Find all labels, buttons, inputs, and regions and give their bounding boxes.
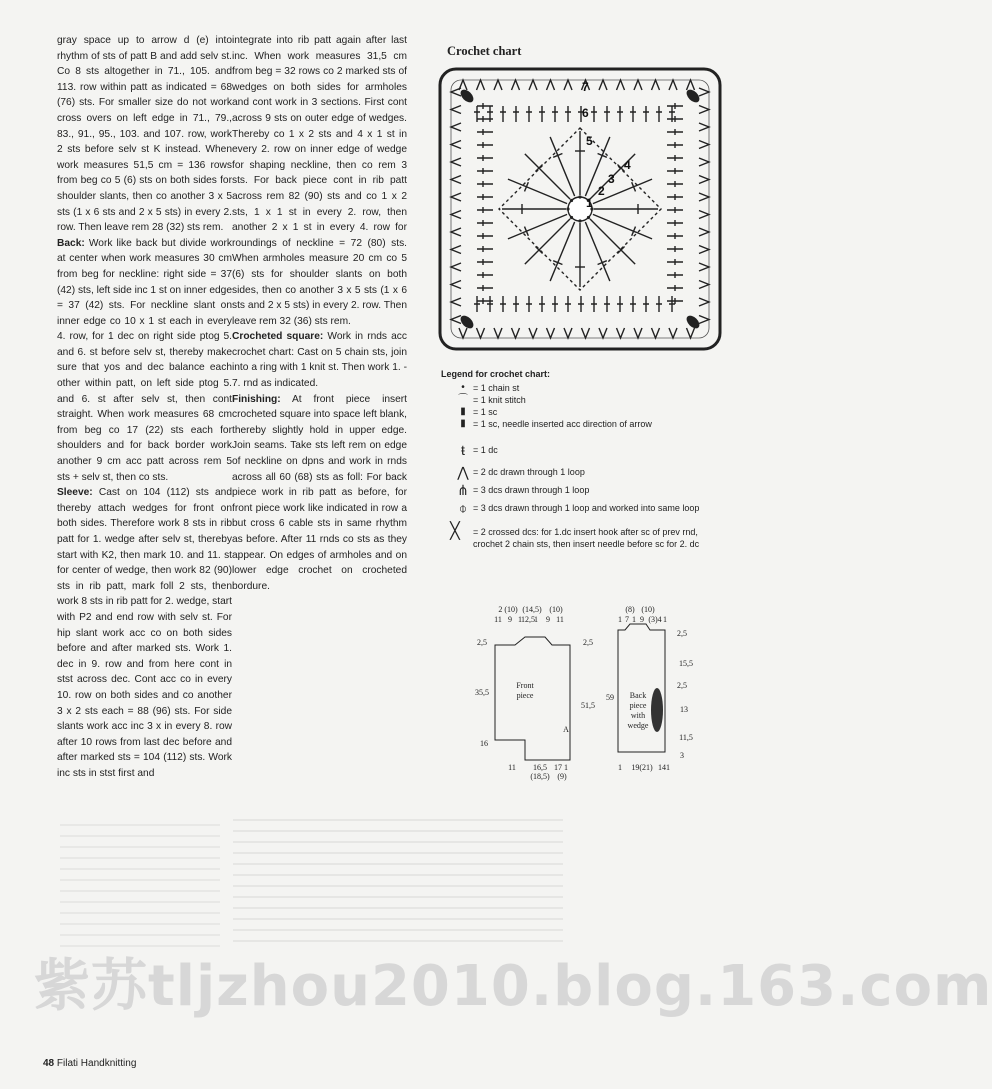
piece-label: wedge — [627, 721, 649, 730]
dc-symbol — [591, 296, 597, 312]
dc-symbol — [643, 296, 649, 312]
piece-label: Front — [516, 681, 534, 690]
dc-together-symbol — [699, 281, 709, 289]
three-dc-same-loop-icon: ⌽ — [458, 500, 468, 516]
legend-text: = 2 crossed dcs: for 1.dc insert hook after sc of prev rnd, crochet 2 chain sts, then insert needle before sc for 2. dc — [473, 527, 700, 549]
paragraph-text: gray space up to arrow d (e) into rhythm of sts of patt B and add selv st. Co 8 sts altogether in 71., 105. and 113. row within patt as indicated = 68 (76) sts. For smaller size do not work cross overs on left edge in 71., 79., 83., 91., 95., 103. and 107. row, work 2 sts before selv st K instead. When work measures 51,5 cm = 136 rows from beg co 5 (6) sts on both sides for shoulder slants, then co another 3 x 5 sts (1 x 6 sts and 2 x 5 sts) in every 2. row. Then leave rem 28 (32) sts rem. — [57, 35, 232, 234]
chain-stitch-icon: • — [461, 382, 465, 393]
measurement: 1 — [564, 763, 568, 772]
dc-together-symbol — [477, 80, 485, 90]
measurement: 14 — [658, 763, 666, 772]
cluster-symbol — [685, 314, 701, 330]
dc-together-symbol — [529, 80, 537, 90]
dc-together-symbol — [451, 123, 461, 131]
dc-symbol — [667, 194, 683, 200]
dc-symbol — [539, 106, 545, 122]
dc-together-symbol — [669, 328, 677, 338]
dc-together-symbol — [652, 80, 660, 90]
dc-together-symbol — [582, 328, 590, 338]
measurement: 1 — [518, 615, 522, 624]
spoke-line — [525, 154, 570, 199]
paragraph — [57, 236, 232, 486]
paragraph-text: Work like back but divide work at center when work measures 30 cm from beg for neckline: right side = 37 (42) sts, left side inc 1 st on inner edge = 37 (42) sts. For neckline slant on inner edge co 10 x 1 st each in every 4. row, for 1 dec on right side ptog 5. and 6. st before selv st, thereby make sure that yos and dec balance each other within patt, on left side ptog 5. and 6. st after selv st, then cont straight. When work measures 68 cm from beg co 17 (22) sts each for shoulders and for back border work another 9 cm acc patt across rem 5 sts + selv st, then co sts. — [57, 237, 232, 483]
dc-together-symbol — [699, 141, 709, 149]
dc-symbol — [669, 296, 675, 312]
measurement: (3)4 — [648, 615, 662, 624]
page-footer — [43, 1058, 136, 1069]
dc-symbol — [477, 168, 493, 174]
measurement: 9 — [546, 615, 550, 624]
dc-symbol — [656, 106, 662, 122]
dc-symbol — [565, 106, 571, 122]
chain-dot — [578, 219, 581, 222]
dc-together-symbol — [687, 328, 695, 338]
dc-together-symbol — [699, 88, 709, 96]
bleed-through-texture — [233, 810, 563, 950]
measurement: (14,5) — [522, 605, 542, 614]
dc-together-symbol — [451, 176, 461, 184]
paragraph-heading: Sleeve: — [57, 487, 93, 499]
paragraph — [232, 392, 407, 595]
dc-symbol — [477, 246, 493, 252]
round-number: 7 — [582, 80, 589, 94]
measurement: (10) — [641, 605, 655, 614]
piece-label: Back — [629, 691, 647, 700]
dc-together-symbol — [699, 123, 709, 131]
measurement: 1 — [534, 615, 538, 624]
measurement: 11 — [508, 763, 516, 772]
measurement: 15,5 — [679, 659, 693, 668]
round-number: 5 — [586, 134, 593, 148]
measurement: 9 — [640, 615, 644, 624]
dc-together-symbol — [564, 328, 572, 338]
measurement: 12,5 — [521, 615, 535, 624]
spoke-line — [590, 219, 635, 264]
back-piece-outline — [618, 624, 665, 752]
dc-symbol — [552, 106, 558, 122]
cluster-symbol — [459, 88, 475, 104]
dc-symbol — [667, 129, 683, 135]
dc-symbol — [604, 296, 610, 312]
round-number: 3 — [608, 172, 615, 186]
measurement: (18,5) — [530, 772, 550, 781]
dc-symbol — [477, 129, 493, 135]
bleed-through-texture — [60, 815, 220, 955]
cluster-symbol — [459, 314, 475, 330]
measurement: 1 — [663, 615, 667, 624]
dc-together-symbol — [451, 158, 461, 166]
dc-together-symbol — [512, 80, 520, 90]
dc-together-symbol — [634, 328, 642, 338]
dc-symbol — [667, 246, 683, 252]
measurement: 2,5 — [583, 638, 593, 647]
dc-together-symbol — [699, 211, 709, 219]
paragraph — [57, 33, 232, 236]
dc-symbol — [477, 155, 493, 161]
dc-together-symbol — [599, 80, 607, 90]
dc-symbol — [617, 296, 623, 312]
dc-together-symbol — [451, 316, 461, 324]
dc-symbol — [667, 181, 683, 187]
dc-symbol — [591, 106, 597, 122]
dc-together-symbol — [699, 193, 709, 201]
dc-together-symbol — [687, 80, 695, 90]
chart-stitches — [451, 80, 709, 338]
legend-text: = 3 dcs drawn through 1 loop — [473, 485, 590, 495]
dc-symbol — [539, 296, 545, 312]
dc-symbol — [477, 220, 493, 226]
measurement: 19(21) — [631, 763, 653, 772]
measurement: (8) — [625, 605, 635, 614]
dc-together-symbol — [699, 158, 709, 166]
paragraph-heading: Crocheted square: — [232, 331, 324, 343]
text-column-left — [57, 33, 232, 782]
measurement: 2,5 — [677, 629, 687, 638]
dc-symbol — [477, 233, 493, 239]
round-number: 6 — [582, 106, 589, 120]
dc-symbol — [667, 298, 683, 304]
chain-dot — [570, 216, 573, 219]
measurement: 2 (10) — [498, 605, 518, 614]
measurement: 11 — [494, 615, 502, 624]
dc-together-symbol — [699, 298, 709, 306]
dc-symbol — [487, 296, 493, 312]
dc-together-symbol — [699, 263, 709, 271]
dc-together-symbol — [652, 328, 660, 338]
dc-symbol — [656, 296, 662, 312]
publication-name: Filati Handknitting — [56, 1058, 137, 1069]
dc-together-symbol — [459, 328, 467, 338]
dc-together-symbol — [451, 141, 461, 149]
dc-symbol — [667, 103, 683, 109]
dc-together-symbol — [512, 328, 520, 338]
measurement: (9) — [557, 772, 567, 781]
dc-symbol — [500, 106, 506, 122]
legend-text: = 1 sc, needle inserted acc direction of arrow — [473, 419, 652, 429]
chart-title: Crochet chart — [447, 44, 522, 58]
measurement: 1 — [618, 763, 622, 772]
legend-text: = 1 knit stitch — [473, 395, 526, 405]
dc-together-symbol — [494, 80, 502, 90]
dc-symbol — [667, 116, 683, 122]
dc-symbol — [630, 106, 636, 122]
dc-symbol — [667, 155, 683, 161]
dc-symbol — [477, 142, 493, 148]
dc-symbol — [500, 296, 506, 312]
dc-together-symbol — [451, 211, 461, 219]
chain-dot — [587, 216, 590, 219]
dc-symbol — [477, 285, 493, 291]
dc-symbol — [667, 220, 683, 226]
legend-text: = 3 dcs drawn through 1 loop and worked into same loop — [473, 503, 700, 513]
dc-symbol — [477, 194, 493, 200]
two-dc-together-icon: ⋀ — [457, 464, 469, 480]
measurement: 11,5 — [679, 733, 693, 742]
piece-label: piece — [629, 701, 647, 710]
dc-together-symbol — [451, 193, 461, 201]
dc-together-symbol — [451, 298, 461, 306]
dc-together-symbol — [699, 228, 709, 236]
dc-symbol — [578, 296, 584, 312]
dc-together-symbol — [699, 176, 709, 184]
dc-symbol — [552, 296, 558, 312]
measurement: 7 — [625, 615, 629, 624]
dc-symbol — [477, 272, 493, 278]
legend-text: = 2 dc drawn through 1 loop — [473, 467, 585, 477]
paragraph-text: Work in rnds acc crochet chart: Cast on 5 chain sts, join into a ring with 1 knit st. Then work 1. - 7. rnd as indicated. — [232, 331, 407, 390]
measurement: 9 — [508, 615, 512, 624]
paragraph-text: integrate into rib patt again after last inc. When work measures 31,5 cm from beg = 32 rows co 2 marked sts of wedges on both sides for armholes and cont work in 3 sections. First cont across 9 sts on outer edge of wedges. Thereby co 1 x 2 sts and 4 x 1 st in every 2. row on inner edge of wedge for shaping neckline, then co rem 3 sts. For back piece cont in rib patt across rem 82 (90) sts and co 1 x 2 sts, 1 x 1 st in every 2. row, then another 2 x 1 st in every 4. row for roundings of neckline = 72 (80) sts. When armholes measure 20 cm co 5 (6) sts for shoulder slants on both sides, then co another 3 x 5 sts (1 x 6 sts and 2 x 5 sts) in every 2. row. Then leave rem 32 (36) sts rem. — [232, 35, 407, 327]
dc-together-symbol — [494, 328, 502, 338]
measurement: 2,5 — [477, 638, 487, 647]
measurement: 13 — [680, 705, 688, 714]
dc-together-symbol — [599, 328, 607, 338]
wedge-marker — [651, 688, 663, 732]
dc-symbol — [667, 142, 683, 148]
cluster-symbol — [685, 88, 701, 104]
dc-together-symbol — [669, 80, 677, 90]
dc-together-symbol — [617, 80, 625, 90]
dc-together-symbol — [477, 328, 485, 338]
watermark: 紫苏tljzhou2010.blog.163.com — [34, 954, 992, 1019]
garment-schematic — [470, 600, 710, 790]
chain-dot — [566, 207, 569, 210]
paragraph-heading: Back: — [57, 237, 85, 249]
sc-direction-icon: ▮ — [460, 418, 466, 429]
dc-together-symbol — [699, 246, 709, 254]
dc-symbol — [477, 207, 493, 213]
measurement: 1 — [666, 763, 670, 772]
chain-dot — [570, 199, 573, 202]
single-crochet-icon: ▮ — [460, 406, 466, 417]
legend-title: Legend for crochet chart: — [441, 369, 551, 379]
paragraph — [232, 329, 407, 391]
legend-text: = 1 sc — [473, 407, 498, 417]
dc-symbol — [477, 259, 493, 265]
dc-together-symbol — [451, 88, 461, 96]
chart-legend — [441, 368, 741, 549]
measurement: 3 — [680, 751, 684, 760]
dc-together-symbol — [451, 246, 461, 254]
dc-symbol — [667, 168, 683, 174]
dc-symbol — [513, 296, 519, 312]
spoke-line — [525, 219, 570, 264]
dc-symbol — [513, 106, 519, 122]
measurement: 17 — [554, 763, 562, 772]
measurement: 51,5 — [581, 701, 595, 710]
piece-label: piece — [516, 691, 534, 700]
crochet-chart — [437, 66, 723, 352]
marker-label: A — [563, 725, 569, 734]
paragraph-heading: Finishing: — [232, 393, 281, 405]
dc-symbol — [477, 181, 493, 187]
measurement: 16,5 — [533, 763, 547, 772]
page-number: 48 — [43, 1058, 55, 1069]
measurement: 16 — [480, 739, 488, 748]
dc-together-symbol — [451, 228, 461, 236]
piece-label: with — [630, 711, 646, 720]
dc-symbol — [667, 285, 683, 291]
legend-text: = 1 chain st — [473, 383, 520, 393]
paragraph-text: At front piece insert crocheted square into space left blank, thereby slightly hold in upper edge. Join seams. Take sts left rem on edge of neckline on dpns and work in rnds across all 60 (68) sts as foll: For back piece work in rib patt as before, for front piece work like indicated in row a but cross 6 cable sts in same rhythm as before. After 11 rnds co sts as they appear. On edges of armholes and on lower edge crochet on crocheted bordure. — [232, 393, 407, 592]
dc-symbol — [604, 106, 610, 122]
dc-together-symbol — [451, 263, 461, 271]
paragraph — [232, 33, 407, 329]
dc-together-symbol — [529, 328, 537, 338]
measurement: 59 — [606, 693, 614, 702]
measurement: (10) — [549, 605, 563, 614]
measurement: 35,5 — [475, 688, 489, 697]
dc-symbol — [630, 296, 636, 312]
dc-symbol — [526, 296, 532, 312]
dc-together-symbol — [547, 328, 555, 338]
dc-symbol — [667, 259, 683, 265]
dc-together-symbol — [564, 80, 572, 90]
dc-symbol — [667, 272, 683, 278]
dc-together-symbol — [699, 316, 709, 324]
round-number: 1 — [586, 196, 593, 210]
paragraph-text: Cast on 104 (112) sts and thereby attach wedges for front on both sides. Therefore work 8 sts in rib patt for 1. wedge after selv st, thereby start with K2, then mark 10. and 11. st for center of wedge, then work 82 (90) sts in rib patt, mark foll 2 sts, then work 8 sts in rib patt for 2. wedge, start with P2 and end row with selv st. For hip slant work acc co on both sides before and after marked sts. Work 1. dec in 9. row and from here cont in stst across dec. Cont acc co in every 10. row on both sides and co another 3 x 2 sts each = 88 (96) sts. For side slants work acc inc 3 x in every 8. row after 10 rows from last dec before and after marked sts = 104 (112) sts. Work inc sts in stst first and — [57, 487, 232, 779]
dc-symbol — [667, 233, 683, 239]
dc-symbol — [667, 207, 683, 213]
dc-symbol — [474, 296, 480, 312]
dc-symbol — [643, 106, 649, 122]
dc-together-symbol — [451, 281, 461, 289]
dc-together-symbol — [451, 106, 461, 114]
crossed-dc-icon: ╳ — [450, 523, 460, 540]
dc-symbol — [526, 106, 532, 122]
dc-together-symbol — [547, 80, 555, 90]
knit-stitch-icon: ⌒ — [458, 394, 468, 405]
round-number: 4 — [624, 158, 631, 172]
measurement: 11 — [556, 615, 564, 624]
round-number: 2 — [598, 184, 605, 198]
measurement: 2,5 — [677, 681, 687, 690]
measurement: 1 — [618, 615, 622, 624]
text-column-middle — [232, 33, 407, 594]
dc-symbol — [565, 296, 571, 312]
dc-together-symbol — [699, 106, 709, 114]
chain-dot — [578, 195, 581, 198]
dc-together-symbol — [617, 328, 625, 338]
measurement: 1 — [632, 615, 636, 624]
legend-text: = 1 dc — [473, 445, 498, 455]
double-crochet-icon: ŧ — [461, 442, 465, 458]
three-dc-together-icon: ⋔ — [457, 482, 469, 498]
dc-together-symbol — [634, 80, 642, 90]
paragraph — [57, 485, 232, 781]
dc-symbol — [617, 106, 623, 122]
